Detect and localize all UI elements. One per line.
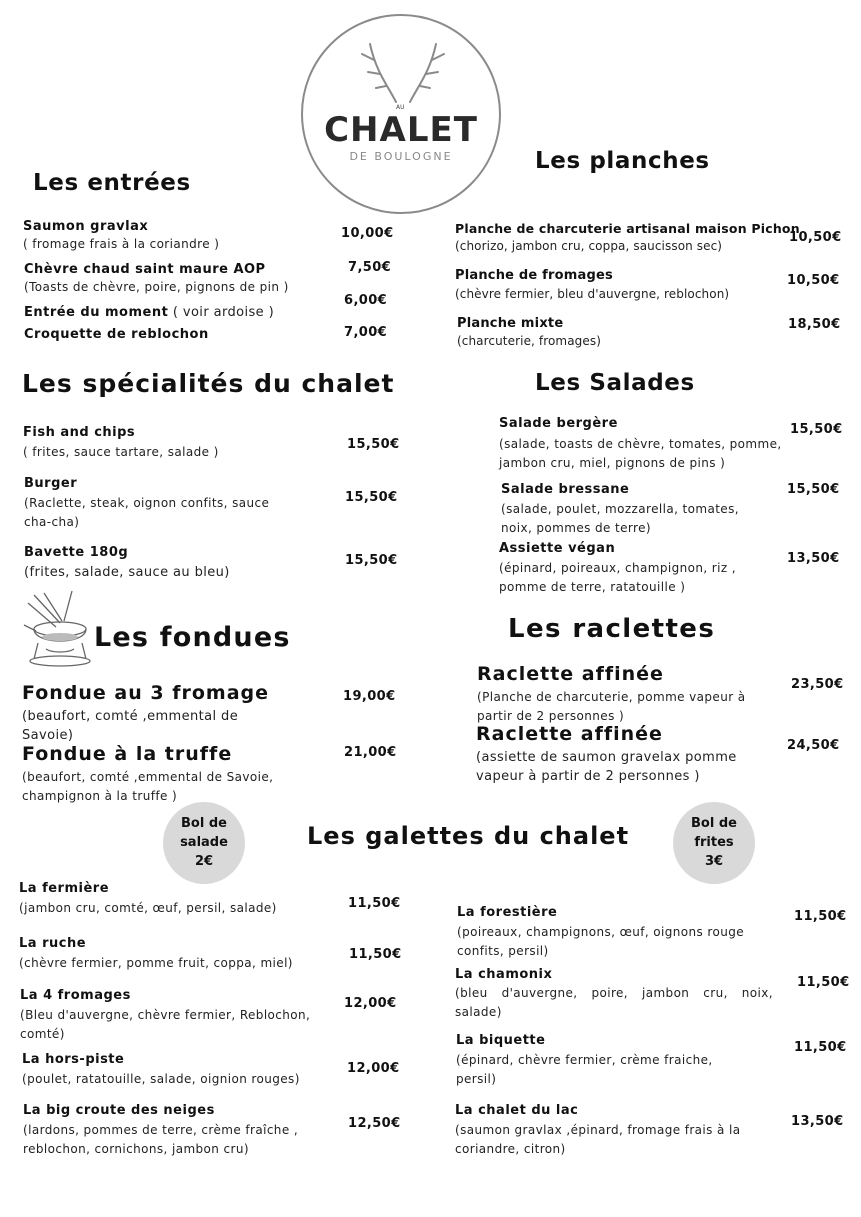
menu-item-name: Entrée du moment xyxy=(24,305,169,320)
menu-item-desc: (épinard, poireaux, champignon, riz , pomme de terre, ratatouille ) xyxy=(499,561,736,594)
menu-item-price: 18,50€ xyxy=(788,317,841,332)
menu-item-desc: (beaufort, comté ,emmental de Savoie) xyxy=(22,709,239,743)
badge-line: Bol de xyxy=(181,816,227,831)
section-title-fondues: Les fondues xyxy=(94,622,291,653)
section-title-specialites: Les spécialités du chalet xyxy=(22,369,395,398)
menu-item-desc: (jambon cru, comté, œuf, persil, salade) xyxy=(19,901,277,915)
menu-item-price: 10,50€ xyxy=(789,230,842,245)
menu-item-price: 15,50€ xyxy=(790,422,843,437)
menu-item-price: 7,50€ xyxy=(348,260,392,275)
menu-item-price: 21,00€ xyxy=(344,745,397,760)
menu-item-price: 12,50€ xyxy=(348,1116,401,1131)
menu-item-desc: (beaufort, comté ,emmental de Savoie, champignon à la truffe ) xyxy=(22,770,274,803)
menu-item-price: 12,00€ xyxy=(344,996,397,1011)
menu-item-name: Fish and chips xyxy=(23,425,136,440)
badge-line: Bol de xyxy=(691,816,737,831)
section-title-raclettes: Les raclettes xyxy=(508,614,716,644)
menu-item-price: 10,00€ xyxy=(341,226,394,241)
menu-item-name: Chèvre chaud saint maure AOP xyxy=(24,262,266,277)
menu-item-name: Croquette de reblochon xyxy=(24,327,209,342)
menu-item-name: Bavette 180g xyxy=(24,545,129,560)
menu-item-row xyxy=(24,301,274,322)
menu-item-name: Saumon gravlax xyxy=(23,219,149,234)
menu-item-name: La hors-piste xyxy=(22,1052,125,1067)
menu-item-desc: (Bleu d'auvergne, chèvre fermier, Reblochon, comté) xyxy=(20,1008,311,1041)
menu-item-desc: (salade, poulet, mozzarella, tomates, noix, pommes de terre) xyxy=(501,502,739,535)
badge-line: frites xyxy=(694,835,734,850)
menu-item-name: La fermière xyxy=(19,881,110,896)
menu-item-price: 11,50€ xyxy=(794,909,847,924)
menu-item-desc: (saumon gravlax ,épinard, fromage frais à la coriandre, citron) xyxy=(455,1123,741,1156)
menu-item-price: 23,50€ xyxy=(791,677,844,692)
menu-item-name: Salade bergère xyxy=(499,416,618,431)
logo-au: AU xyxy=(396,104,405,111)
menu-item-price: 19,00€ xyxy=(343,689,396,704)
menu-item-price: 15,50€ xyxy=(345,490,398,505)
bol-de-salade-badge xyxy=(163,802,245,884)
menu-item-price: 10,50€ xyxy=(787,273,840,288)
menu-item-desc: (chèvre fermier, bleu d'auvergne, reblochon) xyxy=(455,287,730,301)
menu-item-price: 24,50€ xyxy=(787,738,840,753)
menu-item-desc: (bleu d'auvergne, poire, jambon cru, noix, salade) xyxy=(455,986,773,1019)
menu-item-desc: (épinard, chèvre fermier, crème fraiche, persil) xyxy=(456,1053,713,1086)
fondue-pot-icon xyxy=(20,589,92,669)
menu-item-name: Fondue à la truffe xyxy=(22,743,233,765)
menu-item-name: Assiette végan xyxy=(499,541,616,556)
menu-item-name: La biquette xyxy=(456,1033,546,1048)
menu-item-name: Raclette affinée xyxy=(477,663,664,685)
menu-item-name: La forestière xyxy=(457,905,558,920)
menu-item-desc: (poireaux, champignons, œuf, oignons rouge confits, persil) xyxy=(457,925,745,958)
menu-item-price: 13,50€ xyxy=(787,551,840,566)
menu-item-name: Planche mixte xyxy=(457,316,564,331)
menu-item-price: 6,00€ xyxy=(344,293,388,308)
badge-line: salade xyxy=(180,835,228,850)
menu-item-price: 15,50€ xyxy=(347,437,400,452)
menu-item-desc: (charcuterie, fromages) xyxy=(457,334,601,348)
menu-item-desc: (assiette de saumon gravelax pomme vapeur à partir de 2 personnes ) xyxy=(476,750,737,784)
menu-item-price: 15,50€ xyxy=(345,553,398,568)
section-title-salades: Les Salades xyxy=(535,370,695,396)
menu-item-price: 11,50€ xyxy=(797,975,850,990)
badge-price: 3€ xyxy=(704,854,724,869)
menu-item-price: 12,00€ xyxy=(347,1061,400,1076)
menu-item-name: La 4 fromages xyxy=(20,988,131,1003)
antlers-icon xyxy=(358,38,448,104)
menu-item-desc: (salade, toasts de chèvre, tomates, pomme, jambon cru, miel, pignons de pins ) xyxy=(499,437,782,470)
menu-item-name: Raclette affinée xyxy=(476,723,663,745)
section-title-entrees: Les entrées xyxy=(33,170,191,196)
section-title-planches: Les planches xyxy=(535,148,710,174)
menu-item-desc: ( frites, sauce tartare, salade ) xyxy=(23,445,219,459)
menu-item-desc: (lardons, pommes de terre, crème fraîche , reblochon, cornichons, jambon cru) xyxy=(23,1123,299,1156)
menu-item-desc: (Planche de charcuterie, pomme vapeur à partir de 2 personnes ) xyxy=(477,690,746,723)
menu-item-price: 11,50€ xyxy=(794,1040,847,1055)
menu-item-price: 11,50€ xyxy=(349,947,402,962)
menu-item-name: Burger xyxy=(24,476,78,491)
menu-item-name: Fondue au 3 fromage xyxy=(22,682,270,704)
logo-title: CHALET xyxy=(324,110,478,150)
badge-price: 2€ xyxy=(194,854,214,869)
menu-item-name: La big croute des neiges xyxy=(23,1103,215,1118)
menu-item-price: 7,00€ xyxy=(344,325,388,340)
section-title-galettes: Les galettes du chalet xyxy=(307,822,630,850)
menu-item-name: Planche de charcuterie artisanal maison Pichon xyxy=(455,221,800,236)
menu-item-desc: ( fromage frais à la coriandre ) xyxy=(23,237,220,251)
menu-item-desc: (frites, salade, sauce au bleu) xyxy=(24,565,230,580)
restaurant-logo xyxy=(301,14,501,214)
bol-de-frites-badge xyxy=(673,802,755,884)
logo-subtitle: DE BOULOGNE xyxy=(349,150,453,163)
menu-item-desc: (poulet, ratatouille, salade, oignion rouges) xyxy=(22,1072,300,1086)
menu-item-name: La chamonix xyxy=(455,967,553,982)
menu-item-desc: ( voir ardoise ) xyxy=(168,305,275,320)
menu-item-name: La ruche xyxy=(19,936,87,951)
menu-item-price: 13,50€ xyxy=(791,1114,844,1129)
menu-item-name: La chalet du lac xyxy=(455,1103,579,1118)
menu-item-price: 11,50€ xyxy=(348,896,401,911)
menu-item-desc: (chorizo, jambon cru, coppa, saucisson sec) xyxy=(455,239,723,253)
menu-item-price: 15,50€ xyxy=(787,482,840,497)
menu-item-desc: (Toasts de chèvre, poire, pignons de pin ) xyxy=(24,280,289,294)
menu-item-desc: (Raclette, steak, oignon confits, sauce cha-cha) xyxy=(24,496,270,529)
menu-item-name: Planche de fromages xyxy=(455,268,613,283)
menu-item-name: Salade bressane xyxy=(501,482,630,497)
menu-item-desc: (chèvre fermier, pomme fruit, coppa, miel) xyxy=(19,956,293,970)
